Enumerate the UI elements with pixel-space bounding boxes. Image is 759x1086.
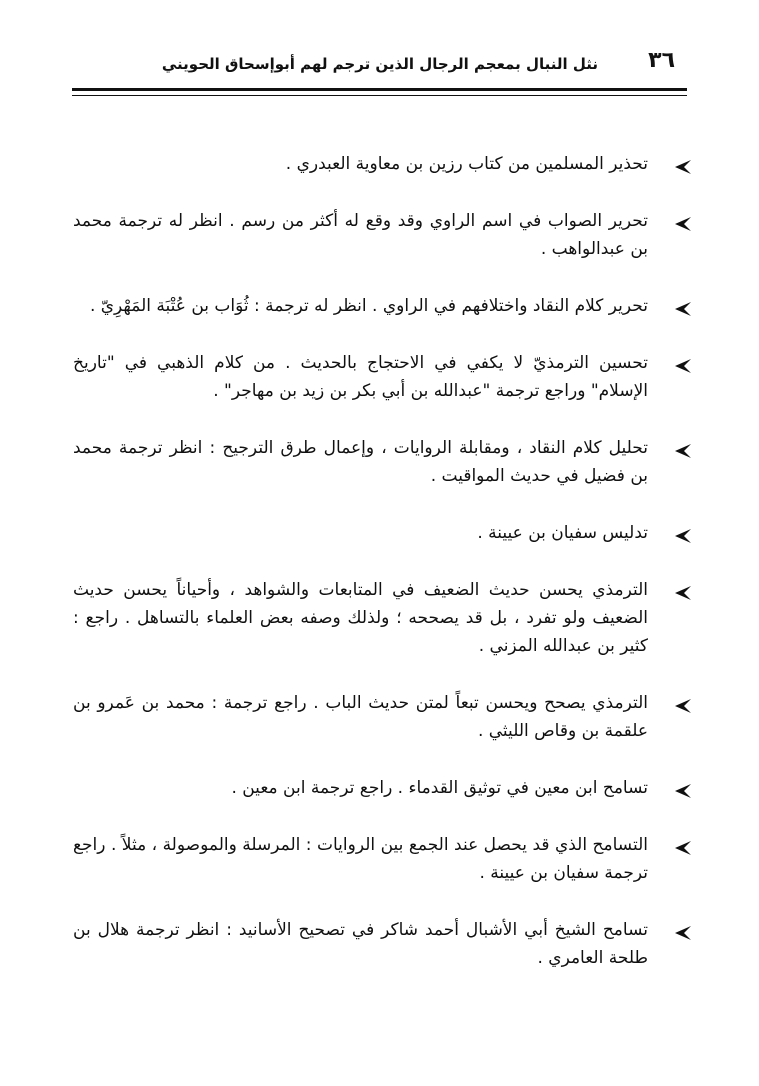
arrowhead-bullet-icon: [674, 159, 692, 175]
running-title: نثل النبال بمعجم الرجال الذين ترجم لهم أبوإسحاق الحويني: [161, 55, 598, 73]
index-entry-text: تسامح الشيخ أبي الأشبال أحمد شاكر في تصحيح الأسانيد : انظر ترجمة هلال بن طلحة العامري .: [73, 920, 648, 968]
index-entry-text: تدليس سفيان بن عيينة .: [477, 523, 648, 543]
arrowhead-bullet-icon: [674, 443, 692, 459]
index-entry: [73, 519, 695, 547]
index-entry: [73, 207, 695, 263]
index-entry: [73, 292, 695, 320]
index-entry-text: تحذير المسلمين من كتاب رزين بن معاوية العبدري .: [285, 154, 648, 174]
index-entry: [73, 576, 695, 660]
arrowhead-bullet-icon: [674, 301, 692, 317]
arrowhead-bullet-icon: [674, 216, 692, 232]
index-entry-text: تحسين الترمذيّ لا يكفي في الاحتجاج بالحديث . من كلام الذهبي في "تاريخ الإسلام" وراجع ترجمة "عبدالله بن أبي بكر بن زيد بن مهاجر" .: [73, 353, 648, 401]
index-entry-text: تسامح ابن معين في توثيق القدماء . راجع ترجمة ابن معين .: [231, 778, 648, 798]
page-header: [72, 46, 683, 86]
header-rule-thin: [72, 95, 687, 96]
arrowhead-bullet-icon: [674, 698, 692, 714]
page-number: ٣٦: [648, 48, 675, 73]
index-entry: [73, 150, 695, 178]
index-entry-text: تحليل كلام النقاد ، ومقابلة الروايات ، وإعمال طرق الترجيح : انظر ترجمة محمد بن فضيل في حديث المواقيت .: [73, 438, 648, 486]
index-entry: [73, 434, 695, 490]
arrowhead-bullet-icon: [674, 528, 692, 544]
index-entries-list: [73, 150, 695, 1001]
index-entry-text: التسامح الذي قد يحصل عند الجمع بين الروايات : المرسلة والموصولة ، مثلاً . راجع ترجمة سفيان بن عيينة .: [73, 835, 648, 883]
index-entry: [73, 916, 695, 972]
index-entry: [73, 831, 695, 887]
index-entry-text: تحرير كلام النقاد واختلافهم في الراوي . انظر له ترجمة : ثُوَاب بن عُتْبَة المَهْرِيّ .: [89, 296, 648, 316]
arrowhead-bullet-icon: [674, 585, 692, 601]
arrowhead-bullet-icon: [674, 840, 692, 856]
index-entry: [73, 774, 695, 802]
header-rule-thick: [72, 88, 687, 91]
arrowhead-bullet-icon: [674, 925, 692, 941]
index-entry: [73, 689, 695, 745]
index-entry: [73, 349, 695, 405]
index-entry-text: الترمذي يحسن حديث الضعيف في المتابعات والشواهد ، وأحياناً يحسن حديث الضعيف ولو تفرد ، بل قد يصححه ؛ ولذلك وصفه بعض العلماء بالتساهل . راجع : كثير بن عبدالله المزني .: [73, 580, 648, 656]
index-entry-text: تحرير الصواب في اسم الراوي وقد وقع له أكثر من رسم . انظر له ترجمة محمد بن عبدالواهب .: [73, 211, 648, 259]
arrowhead-bullet-icon: [674, 358, 692, 374]
arrowhead-bullet-icon: [674, 783, 692, 799]
index-entry-text: الترمذي يصحح ويحسن تبعاً لمتن حديث الباب . راجع ترجمة : محمد بن عَمرو بن علقمة بن وقاص الليثي .: [73, 693, 648, 741]
